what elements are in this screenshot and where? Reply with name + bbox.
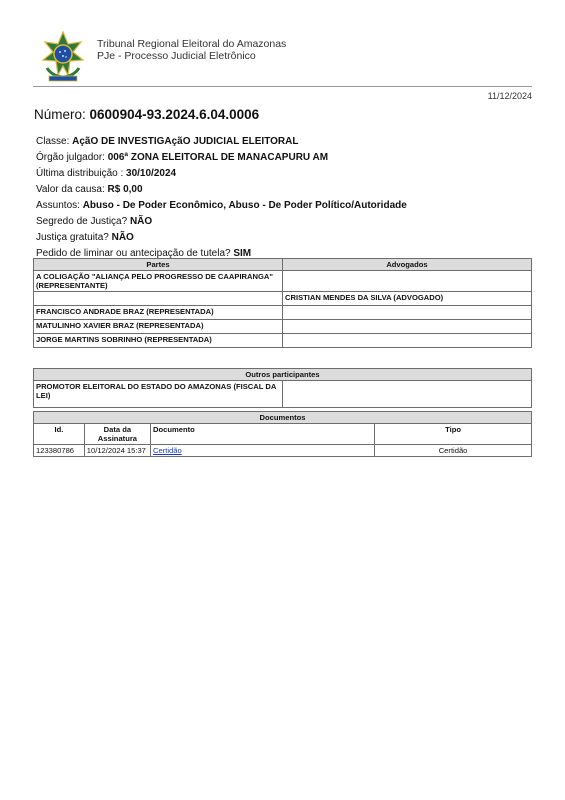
parte-cell: FRANCISCO ANDRADE BRAZ (REPRESENTADA) (34, 306, 283, 320)
court-header (97, 38, 286, 62)
documentos-header-row (34, 412, 532, 424)
table-row (34, 292, 532, 306)
field-value: SIM (233, 248, 252, 259)
parte-cell: MATULINHO XAVIER BRAZ (REPRESENTADA) (34, 320, 283, 334)
documentos-table (33, 411, 532, 457)
col-documento-header: Documento (151, 424, 375, 445)
advogado-cell: CRISTIAN MENDES DA SILVA (ADVOGADO) (283, 292, 532, 306)
field-label: Justiça gratuita? (36, 232, 112, 243)
field-label: Assuntos: (36, 200, 83, 211)
field-label: Pedido de liminar ou antecipação de tutela? (36, 248, 234, 259)
field-classe (36, 134, 407, 150)
process-details (36, 134, 407, 262)
field-label: Classe: (36, 136, 73, 147)
process-number-value: 0600904-93.2024.6.04.0006 (89, 107, 260, 122)
field-value: 30/10/2024 (126, 168, 177, 179)
doc-id-cell: 123380786 (34, 445, 85, 457)
field-assuntos (36, 198, 407, 214)
field-segredo-justica (36, 214, 407, 230)
field-valor-causa (36, 182, 407, 198)
documentos-columns-row (34, 424, 532, 445)
field-justica-gratuita (36, 230, 407, 246)
doc-data-cell: 10/12/2024 15:37 (84, 445, 150, 457)
advogado-cell (283, 320, 532, 334)
field-orgao-julgador (36, 150, 407, 166)
partes-table (33, 258, 532, 348)
doc-documento-cell (151, 445, 375, 457)
participante-cell: PROMOTOR ELEITORAL DO ESTADO DO AMAZONAS (FISCAL DA LEI) (34, 381, 283, 408)
header-divider (33, 86, 532, 87)
system-name: PJe - Processo Judicial Eletrônico (97, 50, 256, 62)
col-data-header: Data da Assinatura (84, 424, 150, 445)
advogado-cell (283, 334, 532, 348)
field-value: NÃO (111, 232, 134, 243)
partes-header: Partes (34, 259, 283, 271)
partes-header-row (34, 259, 532, 271)
outros-participantes-table (33, 368, 532, 408)
participante-extra-cell (283, 381, 532, 408)
document-link[interactable]: Certidão (153, 446, 182, 455)
table-row (34, 320, 532, 334)
outros-header-row (34, 369, 532, 381)
court-name: Tribunal Regional Eleitoral do Amazonas (97, 38, 287, 50)
field-ultima-distribuicao (36, 166, 407, 182)
advogados-header: Advogados (283, 259, 532, 271)
table-row (34, 445, 532, 457)
field-label: Órgão julgador: (36, 152, 108, 163)
parte-cell: A COLIGAÇÃO "ALIANÇA PELO PROGRESSO DE CAAPIRANGA" (REPRESENTANTE) (34, 271, 283, 292)
doc-tipo-cell: Certidão (375, 445, 532, 457)
process-number (34, 107, 259, 122)
field-label: Segredo de Justiça? (36, 216, 130, 227)
advogado-cell (283, 306, 532, 320)
parte-cell (34, 292, 283, 306)
table-row (34, 271, 532, 292)
table-row (34, 381, 532, 408)
brazil-coat-of-arms-icon (38, 30, 88, 84)
col-id-header: Id. (34, 424, 85, 445)
report-date: 11/12/2024 (487, 91, 532, 101)
documentos-header: Documentos (34, 412, 532, 424)
field-value: NÃO (129, 216, 153, 227)
field-value: R$ 0,00 (107, 184, 143, 195)
parte-cell: JORGE MARTINS SOBRINHO (REPRESENTADA) (34, 334, 283, 348)
table-row (34, 306, 532, 320)
field-label: Valor da causa: (36, 184, 108, 195)
field-value: 006ª ZONA ELEITORAL DE MANACAPURU AM (107, 152, 329, 163)
outros-header: Outros participantes (34, 369, 532, 381)
advogado-cell (283, 271, 532, 292)
field-value: AçãO DE INVESTIGAçãO JUDICIAL ELEITORAL (72, 136, 299, 147)
table-row (34, 334, 532, 348)
field-label: Última distribuição : (36, 168, 127, 179)
process-number-label: Número: (34, 107, 86, 122)
col-tipo-header: Tipo (375, 424, 532, 445)
field-value: Abuso - De Poder Econômico, Abuso - De Poder Político/Autoridade (82, 200, 407, 211)
